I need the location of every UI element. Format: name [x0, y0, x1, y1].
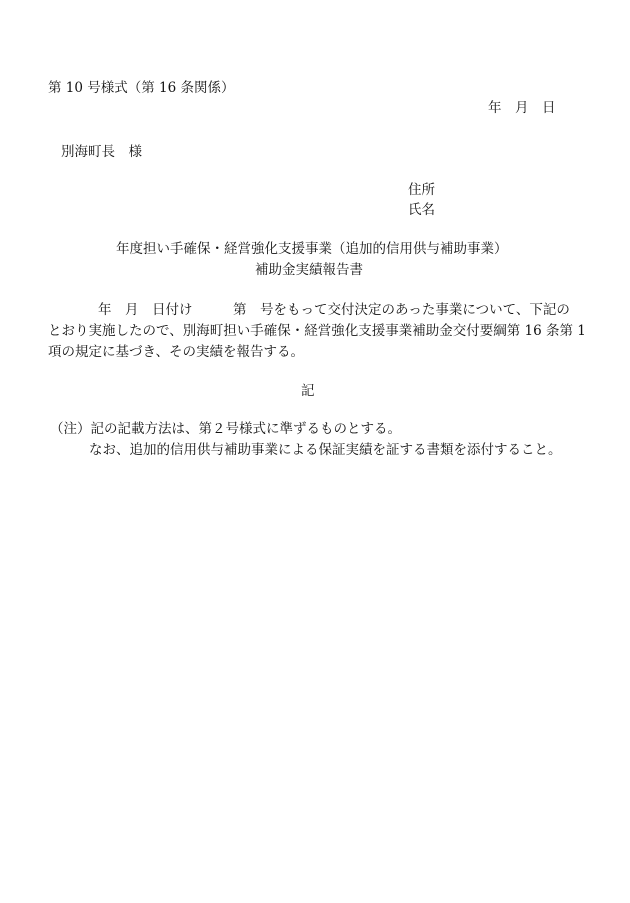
form-number: 第 10 号様式（第 16 条関係）: [48, 80, 235, 96]
addressee: 別海町長 様: [61, 144, 142, 160]
document-title-line-2: 補助金実績報告書: [255, 262, 363, 278]
note-line-1: （注）記の記載方法は、第２号様式に準ずるものとする。: [50, 421, 401, 437]
name-label: 氏名: [408, 202, 435, 218]
body-text-line-1: 年 月 日付け 第 号をもって交付決定のあった事業について、下記の: [98, 302, 570, 318]
ki-heading: 記: [301, 383, 315, 399]
body-text-line-3: 項の規定に基づき、その実績を報告する。: [48, 344, 304, 360]
body-text-line-2: とおり実施したので、別海町担い手確保・経営強化支援事業補助金交付要綱第 16 条第 1: [48, 323, 586, 339]
date-line: 年 月 日: [488, 100, 556, 116]
note-line-2: なお、追加的信用供与補助事業による保証実績を証する書類を添付すること。: [89, 442, 562, 458]
address-label: 住所: [408, 182, 435, 198]
document-title-line-1: 年度担い手確保・経営強化支援事業（追加的信用供与補助事業）: [116, 241, 508, 257]
